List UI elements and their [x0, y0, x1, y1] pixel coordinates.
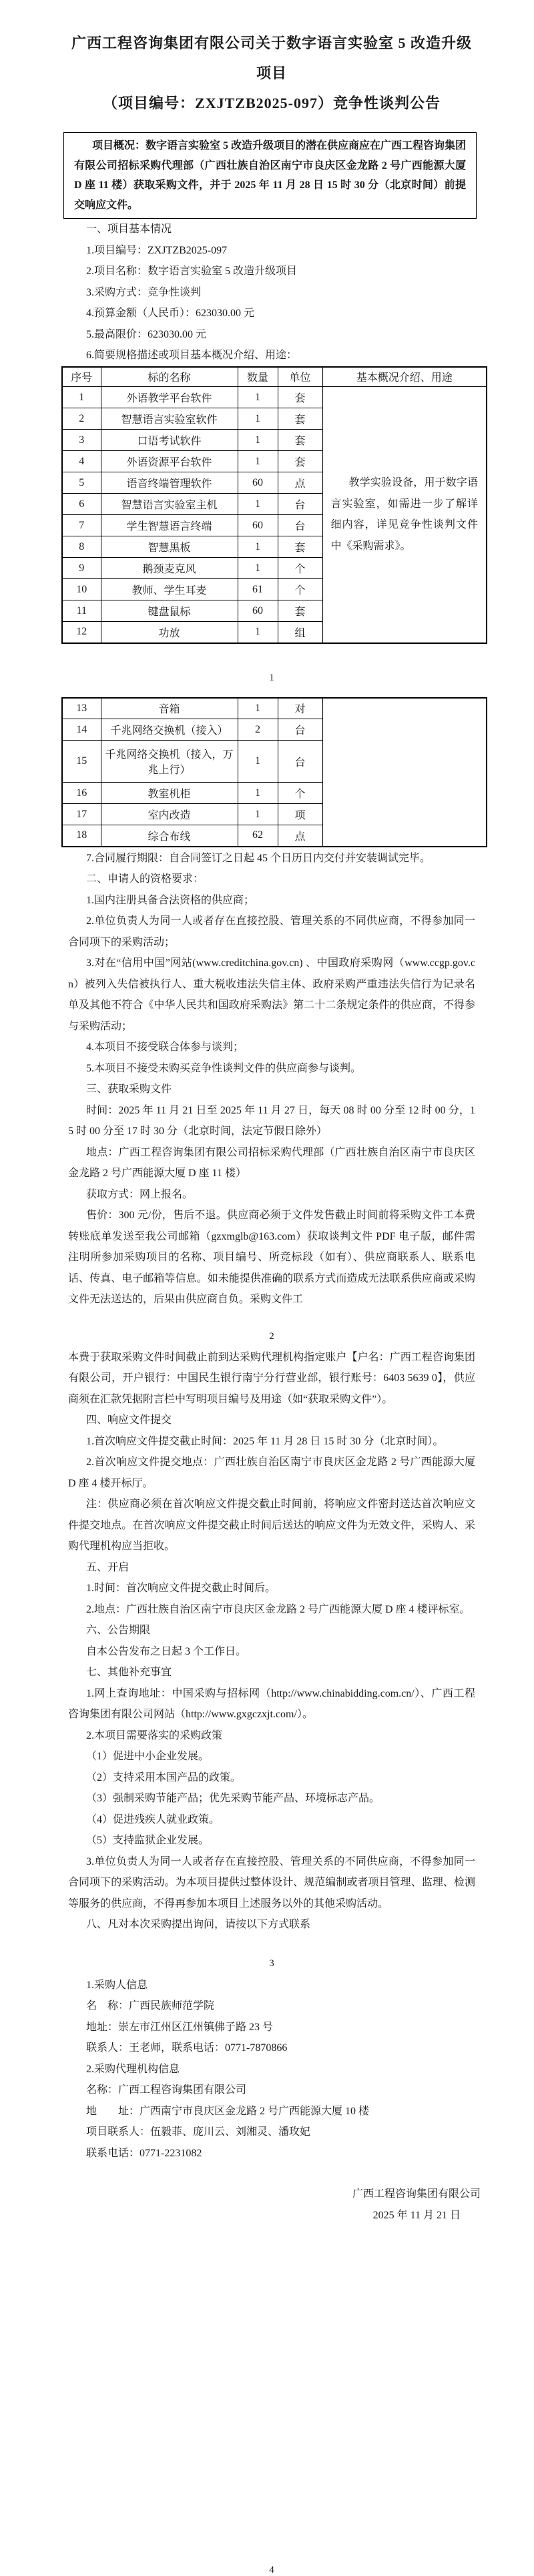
section-5-heading: 五、开启	[86, 1561, 129, 1573]
agent-phone: 联系电话：0771-2231082	[86, 2147, 202, 2159]
cell-no: 17	[62, 804, 101, 825]
header-note: 基本概况介绍、用途	[322, 367, 487, 387]
cell-no: 12	[62, 622, 101, 643]
policy-heading: 2.本项目需要落实的采购政策	[86, 1729, 223, 1741]
cell-unit: 对	[278, 698, 322, 719]
cell-unit: 台	[278, 494, 322, 515]
cell-no: 15	[62, 741, 101, 783]
policy-item: （5）支持监狱企业发展。	[86, 1835, 210, 1846]
submission-place: 2.首次响应文件提交地点：广西壮族自治区南宁市良庆区金龙路 2 号广西能源大厦 D 座 4 楼开标厅。	[68, 1456, 475, 1489]
cell-name: 教室机柜	[101, 783, 238, 804]
cell-no: 14	[62, 719, 101, 741]
agent-name: 名称：广西工程咨询集团有限公司	[86, 2084, 247, 2096]
cell-qty: 1	[238, 494, 278, 515]
cell-qty: 60	[238, 472, 278, 494]
restriction-item: 3.单位负责人为同一人或者存在直接控股、管理关系的不同供应商，不得参加同一合同项下的采购活动。为本项目提供过整体设计、规范编制或者项目管理、监理、检测等服务的供应商，不得再参加本项目上述服务以外的其他采购活动。	[68, 1855, 475, 1909]
title-line-2: （项目编号：ZXJTZB2025-097）竞争性谈判公告	[103, 95, 441, 111]
budget-amount: 4.预算金额（人民币）：623030.00 元	[86, 308, 255, 319]
cell-unit: 项	[278, 804, 322, 825]
cell-qty: 1	[238, 622, 278, 643]
footer-date: 2025 年 11 月 21 日	[372, 2209, 461, 2221]
policy-item: （2）支持采用本国产品的政策。	[86, 1771, 242, 1783]
note-cell-empty	[322, 698, 487, 847]
online-query-address: 1.网上查询地址：中国采购与招标网（http://www.chinabidding.com.cn/）、广西工程咨询集团有限公司网站（http://www.gxgczxjt.com/）。	[68, 1687, 475, 1720]
cell-no: 7	[62, 515, 101, 536]
page-number-4: 4	[269, 2565, 274, 2575]
cell-qty: 1	[238, 451, 278, 472]
cell-qty: 1	[238, 536, 278, 558]
footer-company-name: 广西工程咨询集团有限公司	[352, 2188, 481, 2200]
buyer-address: 地址：崇左市江州区江州镇佛子路 23 号	[86, 2021, 274, 2033]
agent-address: 地 址：广西南宁市良庆区金龙路 2 号广西能源大厦 10 楼	[86, 2105, 370, 2117]
cell-name: 室内改造	[101, 804, 238, 825]
page-number-2: 2	[269, 1330, 274, 1342]
cell-unit: 套	[278, 430, 322, 451]
cell-qty: 1	[238, 558, 278, 579]
cell-name: 智慧黑板	[101, 536, 238, 558]
policy-item: （4）促进残疾人就业政策。	[86, 1813, 220, 1825]
policy-item: （3）强制采购节能产品；优先采购节能产品、环境标志产品。	[86, 1793, 380, 1804]
doc-obtain-time: 时间：2025 年 11 月 21 日至 2025 年 11 月 27 日，每天 08 时 00 分至 12 时 00 分，15 时 00 分至 17 时 30 分（北京时间，法定节假日除外）	[68, 1104, 475, 1137]
agent-contacts: 项目联系人：伍毅菲、庞川云、刘湘灵、潘玫妃	[86, 2126, 311, 2138]
project-number: 1.项目编号：ZXJTZB2025-097	[86, 244, 228, 256]
table-row	[62, 698, 487, 719]
document-title	[68, 28, 475, 118]
cell-no: 9	[62, 558, 101, 579]
note-cell: 教学实验设备，用于数字语言实验室，如需进一步了解详细内容，详见竞争性谈判文件中《采购需求》。	[322, 387, 487, 643]
cell-name: 功放	[101, 622, 238, 643]
header-seq: 序号	[62, 367, 101, 387]
cell-name: 教师、学生耳麦	[101, 579, 238, 600]
section-2-heading: 二、申请人的资格要求：	[86, 873, 204, 885]
cell-unit: 套	[278, 451, 322, 472]
doc-obtain-place: 地点：广西工程咨询集团有限公司招标采购代理部（广西壮族自治区南宁市良庆区金龙路 2 号广西能源大厦 D 座 11 楼）	[68, 1146, 475, 1179]
buyer-contact: 联系人：王老师，联系电话：0771-7870866	[86, 2042, 288, 2054]
cell-unit: 点	[278, 472, 322, 494]
project-name: 2.项目名称：数字语言实验室 5 改造升级项目	[86, 266, 298, 277]
qualification-item: 4.本项目不接受联合体参与谈判；	[86, 1041, 244, 1053]
page-number-1: 1	[269, 672, 274, 683]
cell-name: 智慧语言实验室软件	[101, 408, 238, 430]
cell-qty: 1	[238, 430, 278, 451]
cell-qty: 60	[238, 600, 278, 622]
items-table-page1	[61, 366, 487, 644]
cell-name: 鹅颈麦克风	[101, 558, 238, 579]
submission-deadline: 1.首次响应文件提交截止时间：2025 年 11 月 28 日 15 时 30 分（北京时间）。	[86, 1435, 444, 1447]
procurement-method: 3.采购方式：竞争性谈判	[86, 286, 202, 298]
cell-unit: 套	[278, 408, 322, 430]
submission-note: 注：供应商必须在首次响应文件提交截止时间前，将响应文件密封送达首次响应文件提交地点。在首次响应文件提交截止时间后送达的响应文件为无效文件，采购人、采购代理机构应当拒收。	[68, 1498, 475, 1552]
qualification-item: 1.国内注册具备合法资格的供应商；	[86, 894, 255, 906]
policy-item: （1）促进中小企业发展。	[86, 1751, 210, 1762]
project-overview-box	[63, 132, 477, 219]
cell-name: 外语资源平台软件	[101, 451, 238, 472]
cell-qty: 2	[238, 719, 278, 741]
title-line-1: 广西工程咨询集团有限公司关于数字语言实验室 5 改造升级项目	[71, 35, 472, 81]
cell-no: 5	[62, 472, 101, 494]
cell-name: 千兆网络交换机（接入）	[101, 719, 238, 741]
cell-name: 千兆网络交换机（接入，万兆上行）	[101, 741, 238, 783]
section-4-heading: 四、响应文件提交	[86, 1414, 172, 1426]
items-table-page2	[61, 697, 487, 847]
section-6-heading: 六、公告期限	[86, 1625, 151, 1636]
cell-unit: 套	[278, 387, 322, 408]
cell-qty: 60	[238, 515, 278, 536]
cell-name: 语音终端管理软件	[101, 472, 238, 494]
announcement-document	[0, 28, 534, 2576]
cell-unit: 台	[278, 741, 322, 783]
cell-qty: 1	[238, 408, 278, 430]
section-1-heading: 一、项目基本情况	[86, 224, 172, 235]
section-8-heading: 八、凡对本次采购提出询问，请按以下方式联系	[86, 1919, 311, 1930]
cell-no: 13	[62, 698, 101, 719]
qualification-item: 2.单位负责人为同一人或者存在直接控股、管理关系的不同供应商，不得参加同一合同项下的采购活动；	[68, 915, 475, 948]
cell-qty: 61	[238, 579, 278, 600]
cell-no: 10	[62, 579, 101, 600]
table-row	[62, 387, 487, 408]
cell-name: 综合布线	[101, 825, 238, 847]
cell-unit: 个	[278, 579, 322, 600]
cell-unit: 台	[278, 515, 322, 536]
header-qty: 数量	[238, 367, 278, 387]
cell-qty: 1	[238, 783, 278, 804]
cell-qty: 1	[238, 387, 278, 408]
qualification-item: 3.对在“信用中国”网站(www.creditchina.gov.cn) 、中国政府采购网（www.ccgp.gov.cn）被列入失信被执行人、重大税收违法失信主体、政府采购严重违法失信行为记录名单及其他不符合《中华人民共和国政府采购法》第二十二条规定条件的供应商，不得参与采购活动；	[68, 957, 475, 1032]
cell-name: 音箱	[101, 698, 238, 719]
contract-term: 7.合同履行期限：自合同签订之日起 45 个日历日内交付并安装调试完毕。	[86, 852, 431, 864]
cell-qty: 62	[238, 825, 278, 847]
cell-no: 18	[62, 825, 101, 847]
cell-no: 6	[62, 494, 101, 515]
section-7-heading: 七、其他补充事宜	[86, 1667, 172, 1678]
cell-no: 8	[62, 536, 101, 558]
cell-qty: 1	[238, 698, 278, 719]
header-unit: 单位	[278, 367, 322, 387]
agent-info-heading: 2.采购代理机构信息	[86, 2063, 180, 2075]
cell-unit: 个	[278, 783, 322, 804]
header-name: 标的名称	[101, 367, 238, 387]
cell-qty: 1	[238, 804, 278, 825]
cell-unit: 台	[278, 719, 322, 741]
page-number-3: 3	[269, 1958, 274, 1969]
cell-unit: 点	[278, 825, 322, 847]
max-price: 5.最高限价：623030.00 元	[86, 328, 207, 340]
cell-unit: 套	[278, 600, 322, 622]
cell-name: 智慧语言实验室主机	[101, 494, 238, 515]
doc-price: 售价：300 元/份，售后不退。供应商必须于文件发售截止时间前将采购文件工本费转账底单发送至我公司邮箱（gzxmglb@163.com）获取谈判文件 PDF 电子版，邮件需注明所参加采购项目的名称、项目编号、所竞标段（如有）、供应商联系人、联系电话、传真、电子邮箱等信息。如未能提供准确的联系方式而造成无法联系供应商或采购文件无法送达的，后果由供应商自负。采购文件工	[68, 1210, 475, 1305]
cell-no: 3	[62, 430, 101, 451]
spec-description-label: 6.简要规格描述或项目基本概况介绍、用途：	[86, 350, 298, 361]
qualification-item: 5.本项目不接受未购买竞争性谈判文件的供应商参与谈判。	[86, 1062, 362, 1074]
buyer-info-heading: 1.采购人信息	[86, 1979, 148, 1991]
cell-no: 16	[62, 783, 101, 804]
cell-no: 1	[62, 387, 101, 408]
buyer-name: 名 称：广西民族师范学院	[86, 2000, 215, 2012]
cell-name: 键盘鼠标	[101, 600, 238, 622]
cell-name: 学生智慧语言终端	[101, 515, 238, 536]
cell-unit: 个	[278, 558, 322, 579]
doc-price-continued: 本费于获取采购文件时间截止前到达采购代理机构指定账户【户名：广西工程咨询集团有限公司，开户银行：中国民生银行南宁分行营业部，银行账号：6403 5639 0】，供应商须在汇款凭据附言栏中写明项目编号及用途（如“获取采购文件”）。	[68, 1351, 475, 1405]
opening-time: 1.时间：首次响应文件提交截止时间后。	[86, 1583, 276, 1594]
cell-unit: 组	[278, 622, 322, 643]
cell-name: 外语教学平台软件	[101, 387, 238, 408]
cell-no: 4	[62, 451, 101, 472]
announcement-period: 自本公告发布之日起 3 个工作日。	[86, 1645, 247, 1657]
cell-name: 口语考试软件	[101, 430, 238, 451]
section-3-heading: 三、获取采购文件	[86, 1084, 172, 1095]
opening-place: 2.地点：广西壮族自治区南宁市良庆区金龙路 2 号广西能源大厦 D 座 4 楼评标室。	[86, 1603, 471, 1615]
table-header-row	[62, 367, 487, 387]
doc-obtain-method: 获取方式：网上报名。	[86, 1188, 194, 1200]
cell-qty: 1	[238, 741, 278, 783]
project-overview-text: 项目概况：数字语言实验室 5 改造升级项目的潜在供应商应在广西工程咨询集团有限公司招标采购代理部（广西壮族自治区南宁市良庆区金龙路 2 号广西能源大厦 D 座 11 楼）获取采购文件，并于 2025 年 11 月 28 日 15 时 30 分（北京时间）前提交响应文件。	[74, 140, 467, 211]
cell-no: 11	[62, 600, 101, 622]
cell-unit: 套	[278, 536, 322, 558]
cell-no: 2	[62, 408, 101, 430]
